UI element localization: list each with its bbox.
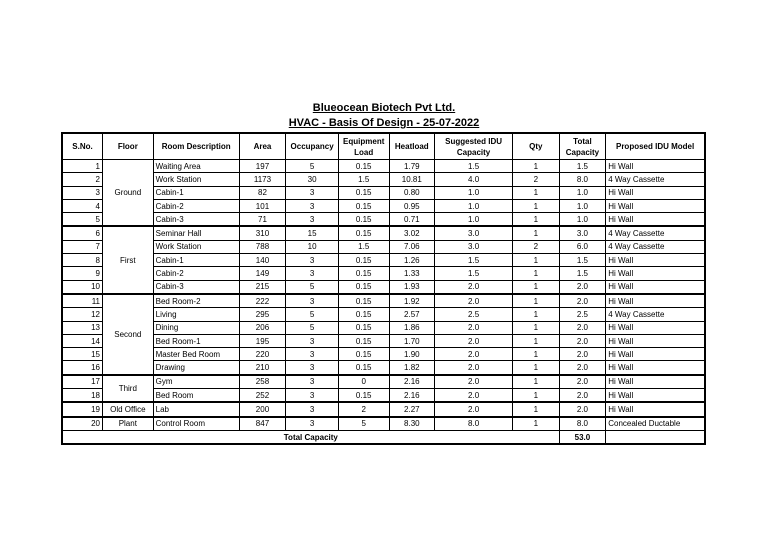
- cell-suggested: 1.5: [435, 160, 513, 173]
- cell-room: Work Station: [153, 240, 239, 253]
- cell-equipment: 0: [338, 375, 389, 389]
- cell-floor: Third: [103, 375, 154, 403]
- cell-occupancy: 30: [286, 173, 339, 186]
- cell-qty: 1: [513, 186, 560, 199]
- cell-room: Gym: [153, 375, 239, 389]
- cell-room: Control Room: [153, 417, 239, 431]
- cell-occupancy: 3: [286, 402, 339, 416]
- cell-heatload: 8.30: [389, 417, 435, 431]
- cell-occupancy: 5: [286, 321, 339, 334]
- table-row: [62, 240, 705, 253]
- cell-heatload: 10.81: [389, 173, 435, 186]
- col-occupancy: Occupancy: [286, 133, 339, 160]
- cell-heatload: 1.26: [389, 254, 435, 267]
- cell-model: 4 Way Cassette: [606, 308, 705, 321]
- cell-equipment: 0.15: [338, 334, 389, 347]
- cell-total: 2.0: [559, 280, 606, 294]
- cell-heatload: 2.57: [389, 308, 435, 321]
- cell-occupancy: 5: [286, 160, 339, 173]
- cell-sno: 5: [62, 213, 103, 227]
- cell-sno: 15: [62, 348, 103, 361]
- document-subtitle: HVAC - Basis Of Design - 25-07-2022: [288, 117, 480, 129]
- cell-qty: 1: [513, 375, 560, 389]
- table-row: [62, 186, 705, 199]
- cell-equipment: 0.15: [338, 213, 389, 227]
- cell-model: Hi Wall: [606, 160, 705, 173]
- table-row: [62, 417, 705, 431]
- cell-occupancy: 5: [286, 308, 339, 321]
- cell-suggested: 4.0: [435, 173, 513, 186]
- cell-occupancy: 10: [286, 240, 339, 253]
- cell-sno: 12: [62, 308, 103, 321]
- cell-floor: Second: [103, 294, 154, 375]
- cell-qty: 1: [513, 267, 560, 280]
- cell-sno: 2: [62, 173, 103, 186]
- cell-qty: 2: [513, 173, 560, 186]
- cell-qty: 1: [513, 294, 560, 308]
- cell-suggested: 1.0: [435, 199, 513, 212]
- cell-equipment: 0.15: [338, 199, 389, 212]
- cell-sno: 13: [62, 321, 103, 334]
- cell-room: Cabin-1: [153, 254, 239, 267]
- cell-equipment: 2: [338, 402, 389, 416]
- cell-area: 215: [239, 280, 286, 294]
- cell-equipment: 0.15: [338, 308, 389, 321]
- cell-qty: 1: [513, 361, 560, 375]
- cell-sno: 18: [62, 389, 103, 403]
- cell-room: Master Bed Room: [153, 348, 239, 361]
- cell-equipment: 0.15: [338, 361, 389, 375]
- cell-heatload: 1.82: [389, 361, 435, 375]
- cell-model: Hi Wall: [606, 348, 705, 361]
- cell-heatload: 1.70: [389, 334, 435, 347]
- table-row: [62, 173, 705, 186]
- table-row: [62, 267, 705, 280]
- cell-total: 2.0: [559, 321, 606, 334]
- col-suggested: Suggested IDU Capacity: [435, 133, 513, 160]
- table-row: [62, 334, 705, 347]
- cell-suggested: 1.0: [435, 186, 513, 199]
- cell-room: Waiting Area: [153, 160, 239, 173]
- cell-model: Hi Wall: [606, 375, 705, 389]
- cell-qty: 2: [513, 240, 560, 253]
- cell-equipment: 1.5: [338, 240, 389, 253]
- cell-qty: 1: [513, 213, 560, 227]
- cell-sno: 10: [62, 280, 103, 294]
- cell-heatload: 1.79: [389, 160, 435, 173]
- table-header-row: [62, 133, 705, 160]
- cell-total: 1.0: [559, 186, 606, 199]
- cell-suggested: 2.0: [435, 361, 513, 375]
- cell-occupancy: 3: [286, 348, 339, 361]
- cell-sno: 14: [62, 334, 103, 347]
- cell-total: 1.5: [559, 160, 606, 173]
- cell-heatload: 1.90: [389, 348, 435, 361]
- cell-heatload: 0.71: [389, 213, 435, 227]
- cell-total: 2.0: [559, 294, 606, 308]
- cell-heatload: 1.92: [389, 294, 435, 308]
- cell-suggested: 1.5: [435, 254, 513, 267]
- cell-occupancy: 3: [286, 389, 339, 403]
- cell-area: 71: [239, 213, 286, 227]
- cell-heatload: 2.16: [389, 389, 435, 403]
- cell-suggested: 3.0: [435, 240, 513, 253]
- cell-equipment: 5: [338, 417, 389, 431]
- cell-area: 258: [239, 375, 286, 389]
- cell-equipment: 0.15: [338, 254, 389, 267]
- cell-area: 195: [239, 334, 286, 347]
- cell-heatload: 0.80: [389, 186, 435, 199]
- total-row: [62, 430, 705, 444]
- cell-model: Hi Wall: [606, 294, 705, 308]
- cell-suggested: 2.0: [435, 321, 513, 334]
- cell-suggested: 2.0: [435, 402, 513, 416]
- col-heatload: Heatload: [389, 133, 435, 160]
- table-row: [62, 213, 705, 227]
- cell-sno: 19: [62, 402, 103, 416]
- cell-suggested: 2.0: [435, 348, 513, 361]
- cell-sno: 16: [62, 361, 103, 375]
- cell-occupancy: 3: [286, 186, 339, 199]
- cell-occupancy: 3: [286, 334, 339, 347]
- cell-model: Hi Wall: [606, 267, 705, 280]
- cell-total: 8.0: [559, 173, 606, 186]
- cell-equipment: 1.5: [338, 173, 389, 186]
- cell-total: 3.0: [559, 226, 606, 240]
- cell-sno: 4: [62, 199, 103, 212]
- cell-equipment: 0.15: [338, 160, 389, 173]
- cell-area: 1173: [239, 173, 286, 186]
- cell-occupancy: 5: [286, 280, 339, 294]
- cell-qty: 1: [513, 334, 560, 347]
- hvac-table: [61, 132, 706, 445]
- cell-room: Lab: [153, 402, 239, 416]
- cell-qty: 1: [513, 417, 560, 431]
- cell-suggested: 2.0: [435, 389, 513, 403]
- cell-equipment: 0.15: [338, 321, 389, 334]
- table-row: [62, 361, 705, 375]
- cell-room: Cabin-3: [153, 213, 239, 227]
- cell-total: 1.5: [559, 254, 606, 267]
- cell-qty: 1: [513, 226, 560, 240]
- cell-sno: 11: [62, 294, 103, 308]
- cell-total: 2.0: [559, 402, 606, 416]
- table-row: [62, 280, 705, 294]
- cell-equipment: 0.15: [338, 348, 389, 361]
- cell-area: 252: [239, 389, 286, 403]
- cell-room: Bed Room-2: [153, 294, 239, 308]
- cell-total: 2.0: [559, 389, 606, 403]
- cell-suggested: 2.5: [435, 308, 513, 321]
- cell-sno: 17: [62, 375, 103, 389]
- cell-total: 2.0: [559, 361, 606, 375]
- cell-occupancy: 3: [286, 213, 339, 227]
- cell-floor: Old Office: [103, 402, 154, 416]
- table-row: [62, 160, 705, 173]
- cell-heatload: 2.16: [389, 375, 435, 389]
- cell-room: Bed Room-1: [153, 334, 239, 347]
- cell-area: 222: [239, 294, 286, 308]
- col-room: Room Description: [153, 133, 239, 160]
- table-row: [62, 402, 705, 416]
- company-title: Blueocean Biotech Pvt Ltd.: [312, 102, 456, 114]
- cell-heatload: 0.95: [389, 199, 435, 212]
- cell-area: 220: [239, 348, 286, 361]
- cell-occupancy: 3: [286, 361, 339, 375]
- cell-area: 295: [239, 308, 286, 321]
- cell-heatload: 7.06: [389, 240, 435, 253]
- cell-room: Cabin-2: [153, 267, 239, 280]
- cell-model: Hi Wall: [606, 213, 705, 227]
- cell-area: 788: [239, 240, 286, 253]
- cell-sno: 20: [62, 417, 103, 431]
- cell-sno: 9: [62, 267, 103, 280]
- col-sno: S.No.: [62, 133, 103, 160]
- cell-qty: 1: [513, 348, 560, 361]
- cell-room: Work Station: [153, 173, 239, 186]
- cell-room: Cabin-3: [153, 280, 239, 294]
- table-row: [62, 348, 705, 361]
- cell-equipment: 0.15: [338, 267, 389, 280]
- cell-area: 310: [239, 226, 286, 240]
- col-model: Proposed IDU Model: [606, 133, 705, 160]
- cell-room: Drawing: [153, 361, 239, 375]
- table-row: [62, 389, 705, 403]
- cell-sno: 1: [62, 160, 103, 173]
- cell-model: Hi Wall: [606, 321, 705, 334]
- cell-qty: 1: [513, 389, 560, 403]
- cell-model: 4 Way Cassette: [606, 240, 705, 253]
- cell-equipment: 0.15: [338, 226, 389, 240]
- table-row: [62, 294, 705, 308]
- cell-occupancy: 3: [286, 294, 339, 308]
- cell-area: 200: [239, 402, 286, 416]
- cell-equipment: 0.15: [338, 389, 389, 403]
- cell-heatload: 1.86: [389, 321, 435, 334]
- cell-qty: 1: [513, 321, 560, 334]
- cell-model: Hi Wall: [606, 389, 705, 403]
- cell-model: Hi Wall: [606, 254, 705, 267]
- cell-model: Hi Wall: [606, 402, 705, 416]
- cell-occupancy: 3: [286, 267, 339, 280]
- cell-room: Cabin-1: [153, 186, 239, 199]
- cell-occupancy: 3: [286, 375, 339, 389]
- cell-occupancy: 3: [286, 199, 339, 212]
- cell-area: 82: [239, 186, 286, 199]
- cell-suggested: 1.0: [435, 213, 513, 227]
- total-label: Total Capacity: [62, 430, 559, 444]
- cell-area: 149: [239, 267, 286, 280]
- total-value: 53.0: [559, 430, 606, 444]
- cell-qty: 1: [513, 308, 560, 321]
- cell-total: 1.5: [559, 267, 606, 280]
- cell-sno: 6: [62, 226, 103, 240]
- cell-suggested: 2.0: [435, 375, 513, 389]
- col-equipment: Equipment Load: [338, 133, 389, 160]
- cell-sno: 7: [62, 240, 103, 253]
- cell-model: Hi Wall: [606, 280, 705, 294]
- cell-room: Seminar Hall: [153, 226, 239, 240]
- cell-floor: Ground: [103, 160, 154, 227]
- cell-heatload: 1.93: [389, 280, 435, 294]
- cell-qty: 1: [513, 199, 560, 212]
- cell-suggested: 8.0: [435, 417, 513, 431]
- cell-total: 8.0: [559, 417, 606, 431]
- cell-suggested: 3.0: [435, 226, 513, 240]
- cell-heatload: 2.27: [389, 402, 435, 416]
- cell-total: 6.0: [559, 240, 606, 253]
- cell-equipment: 0.15: [338, 280, 389, 294]
- cell-total: 1.0: [559, 199, 606, 212]
- cell-qty: 1: [513, 280, 560, 294]
- cell-total: 2.0: [559, 334, 606, 347]
- cell-area: 197: [239, 160, 286, 173]
- col-floor: Floor: [103, 133, 154, 160]
- cell-model: Concealed Ductable: [606, 417, 705, 431]
- cell-area: 847: [239, 417, 286, 431]
- cell-area: 206: [239, 321, 286, 334]
- cell-sno: 3: [62, 186, 103, 199]
- cell-floor: Plant: [103, 417, 154, 431]
- cell-total: 1.0: [559, 213, 606, 227]
- cell-occupancy: 3: [286, 417, 339, 431]
- table-row: [62, 375, 705, 389]
- cell-room: Cabin-2: [153, 199, 239, 212]
- col-total: Total Capacity: [559, 133, 606, 160]
- table-row: [62, 308, 705, 321]
- cell-room: Dining: [153, 321, 239, 334]
- col-qty: Qty: [513, 133, 560, 160]
- cell-equipment: 0.15: [338, 294, 389, 308]
- cell-equipment: 0.15: [338, 186, 389, 199]
- cell-occupancy: 3: [286, 254, 339, 267]
- cell-heatload: 1.33: [389, 267, 435, 280]
- cell-floor: First: [103, 226, 154, 293]
- cell-qty: 1: [513, 160, 560, 173]
- col-area: Area: [239, 133, 286, 160]
- table-row: [62, 199, 705, 212]
- cell-qty: 1: [513, 402, 560, 416]
- cell-suggested: 1.5: [435, 267, 513, 280]
- cell-model: Hi Wall: [606, 334, 705, 347]
- cell-suggested: 2.0: [435, 294, 513, 308]
- cell-suggested: 2.0: [435, 280, 513, 294]
- cell-sno: 8: [62, 254, 103, 267]
- total-empty: [606, 430, 705, 444]
- cell-model: Hi Wall: [606, 186, 705, 199]
- cell-room: Bed Room: [153, 389, 239, 403]
- cell-area: 140: [239, 254, 286, 267]
- table-row: [62, 226, 705, 240]
- table-row: [62, 321, 705, 334]
- cell-total: 2.0: [559, 348, 606, 361]
- cell-suggested: 2.0: [435, 334, 513, 347]
- cell-model: 4 Way Cassette: [606, 173, 705, 186]
- cell-area: 210: [239, 361, 286, 375]
- cell-model: Hi Wall: [606, 199, 705, 212]
- table-row: [62, 254, 705, 267]
- cell-area: 101: [239, 199, 286, 212]
- cell-room: Living: [153, 308, 239, 321]
- cell-qty: 1: [513, 254, 560, 267]
- cell-model: 4 Way Cassette: [606, 226, 705, 240]
- cell-total: 2.0: [559, 375, 606, 389]
- cell-occupancy: 15: [286, 226, 339, 240]
- cell-model: Hi Wall: [606, 361, 705, 375]
- cell-heatload: 3.02: [389, 226, 435, 240]
- cell-total: 2.5: [559, 308, 606, 321]
